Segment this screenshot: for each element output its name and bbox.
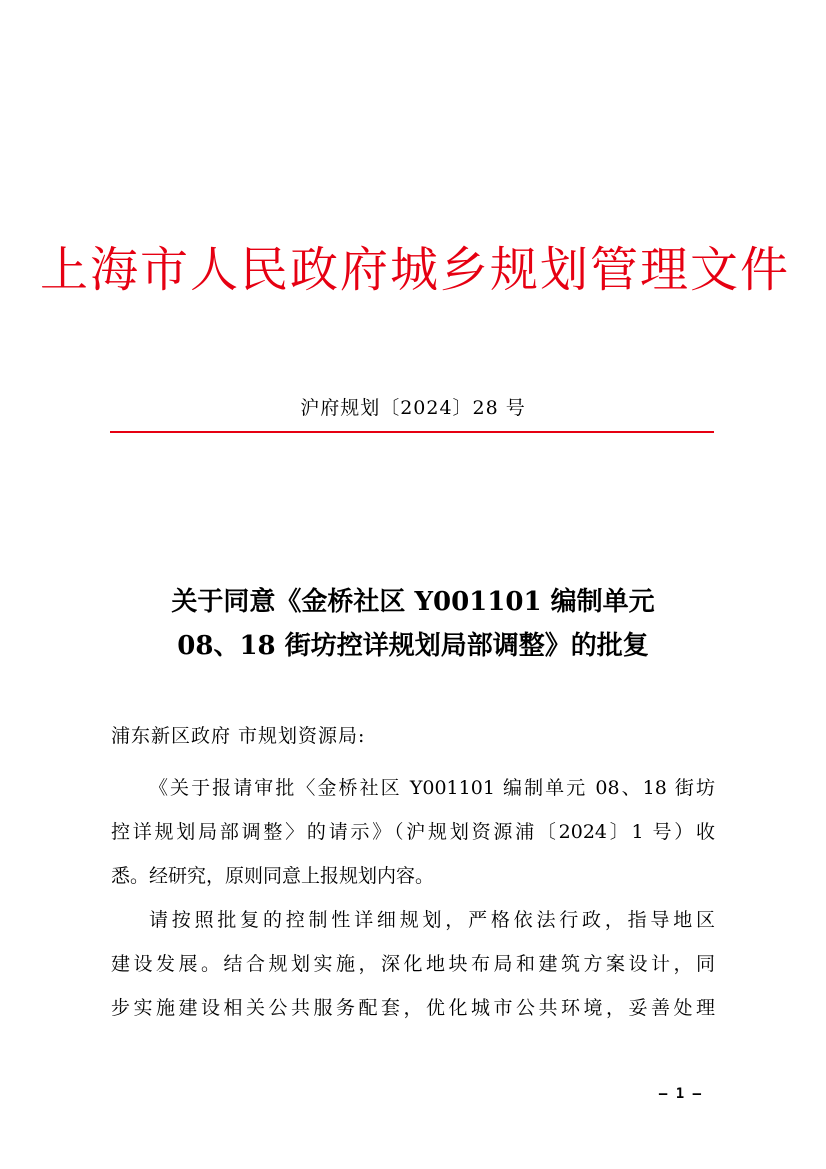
document-title <box>60 580 766 668</box>
paragraph-1-line-2: 控详规划局部调整〉的请示》（沪规划资源浦〔2024〕1 号）收 <box>111 821 715 843</box>
paragraph-2-line-1: 请按照批复的控制性详细规划，严格依法行政，指导地区 <box>149 909 715 931</box>
document-title-line-1: 关于同意《金桥社区 Y001101 编制单元 <box>171 587 655 617</box>
body-paragraph-1 <box>111 766 715 898</box>
recipient-line: 浦东新区政府 市规划资源局: <box>111 725 366 747</box>
header-title: 上海市人民政府城乡规划管理文件 <box>40 242 791 298</box>
paragraph-2-line-3: 步实施建设相关公共服务配套，优化城市公共环境，妥善处理 <box>111 997 715 1019</box>
document-number: 沪府规划〔2024〕28 号 <box>300 397 526 419</box>
red-divider-line <box>110 431 714 433</box>
document-title-line-2: 08、18 街坊控详规划局部调整》的批复 <box>177 631 649 661</box>
paragraph-2-line-2: 建设发展。结合规划实施，深化地块布局和建筑方案设计，同 <box>111 953 715 975</box>
paragraph-1-line-3: 悉。经研究，原则同意上报规划内容。 <box>111 865 435 887</box>
body-paragraph-2 <box>111 898 715 1030</box>
page-number: – 1 – <box>658 1086 702 1102</box>
paragraph-1-line-1: 《关于报请审批〈金桥社区 Y001101 编制单元 08、18 街坊 <box>149 777 715 799</box>
